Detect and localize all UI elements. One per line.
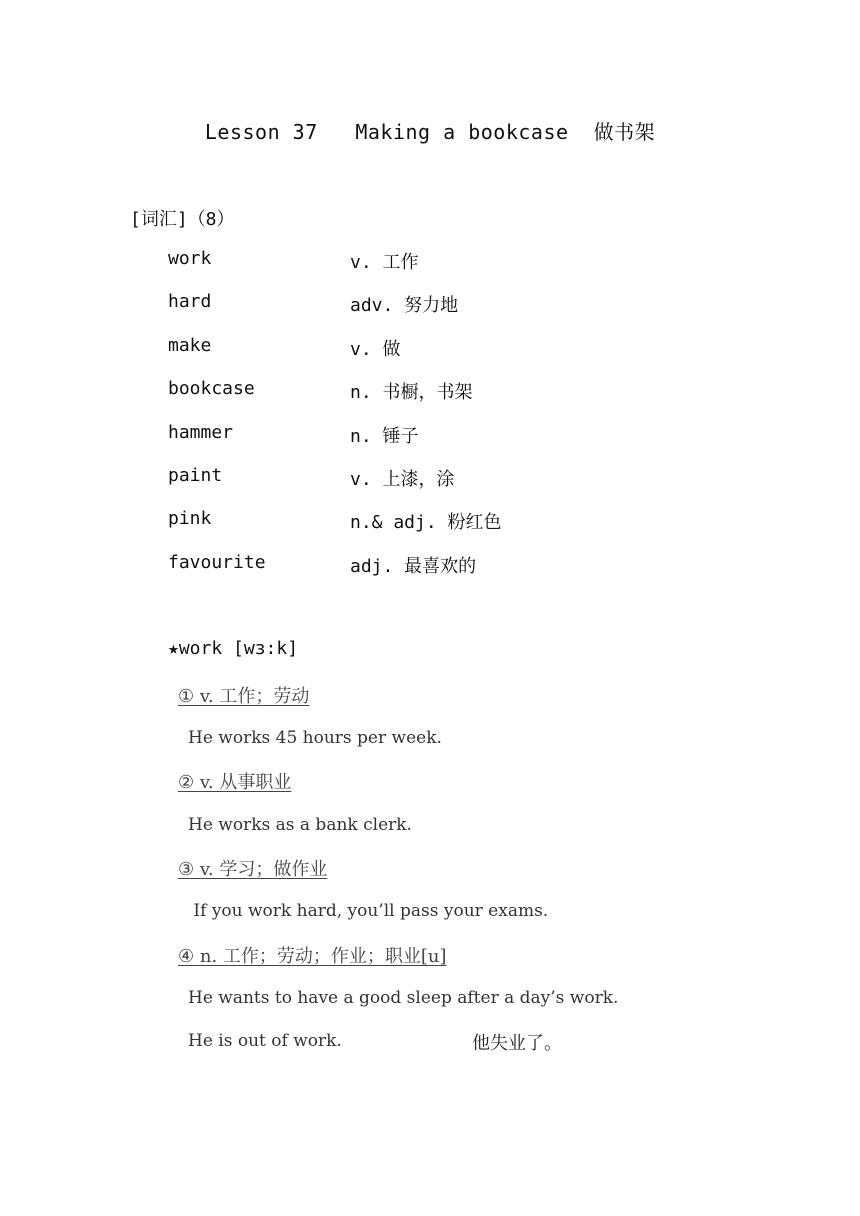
vocab-meaning: v. 工作: [350, 252, 419, 273]
vocabulary-section-label: [词汇]（8）: [130, 209, 235, 230]
vocab-row: [168, 422, 502, 465]
vocab-meaning: adj. 最喜欢的: [350, 555, 477, 577]
vocab-meaning: v. 做: [350, 338, 401, 360]
vocab-meaning: v. 上漆，涂: [350, 468, 455, 490]
vocab-row: [168, 378, 502, 421]
vocab-word: pink: [168, 508, 212, 530]
example-sentence: He works 45 hours per week.: [188, 728, 442, 748]
vocab-word: paint: [168, 464, 223, 486]
example-sentence: He works as a bank clerk.: [188, 815, 412, 835]
vocab-word: hard: [168, 291, 212, 313]
vocab-word: hammer: [168, 421, 234, 443]
example-sentence: He is out of work.: [188, 1031, 342, 1051]
example-translation: 他失业了。: [472, 1033, 562, 1054]
lesson-title: Lesson 37 Making a bookcase 做书架: [204, 120, 656, 144]
sense-label: ④ n. 工作；劳动；作业；职业[u]: [178, 946, 447, 967]
vocab-meaning: adv. 努力地: [350, 295, 459, 317]
example-sentence: If you work hard, you’ll pass your exams.: [188, 901, 549, 921]
vocab-row: [168, 291, 502, 334]
vocab-meaning: n.& adj. 粉红色: [350, 512, 502, 534]
sense-label: ① v. 工作；劳动: [178, 686, 310, 707]
vocab-row: [168, 465, 502, 508]
vocab-word: work: [168, 248, 212, 269]
sense-label: ② v. 从事职业: [178, 772, 292, 793]
vocabulary-list: [168, 248, 502, 595]
example-sentence: He wants to have a good sleep after a day’s work.: [188, 988, 619, 1008]
vocab-word: make: [168, 334, 212, 356]
sense-label: ③ v. 学习；做作业: [178, 859, 328, 880]
vocab-word: favourite: [168, 551, 266, 573]
vocab-meaning: n. 书橱，书架: [350, 382, 473, 404]
vocab-row: [168, 335, 502, 378]
entry-headword: ★work [wɜ:k]: [168, 638, 299, 659]
vocab-row: [168, 508, 502, 551]
vocab-row: [168, 552, 502, 595]
vocab-word: bookcase: [168, 378, 255, 400]
vocab-meaning: n. 锤子: [350, 425, 419, 447]
vocab-row: [168, 248, 502, 291]
